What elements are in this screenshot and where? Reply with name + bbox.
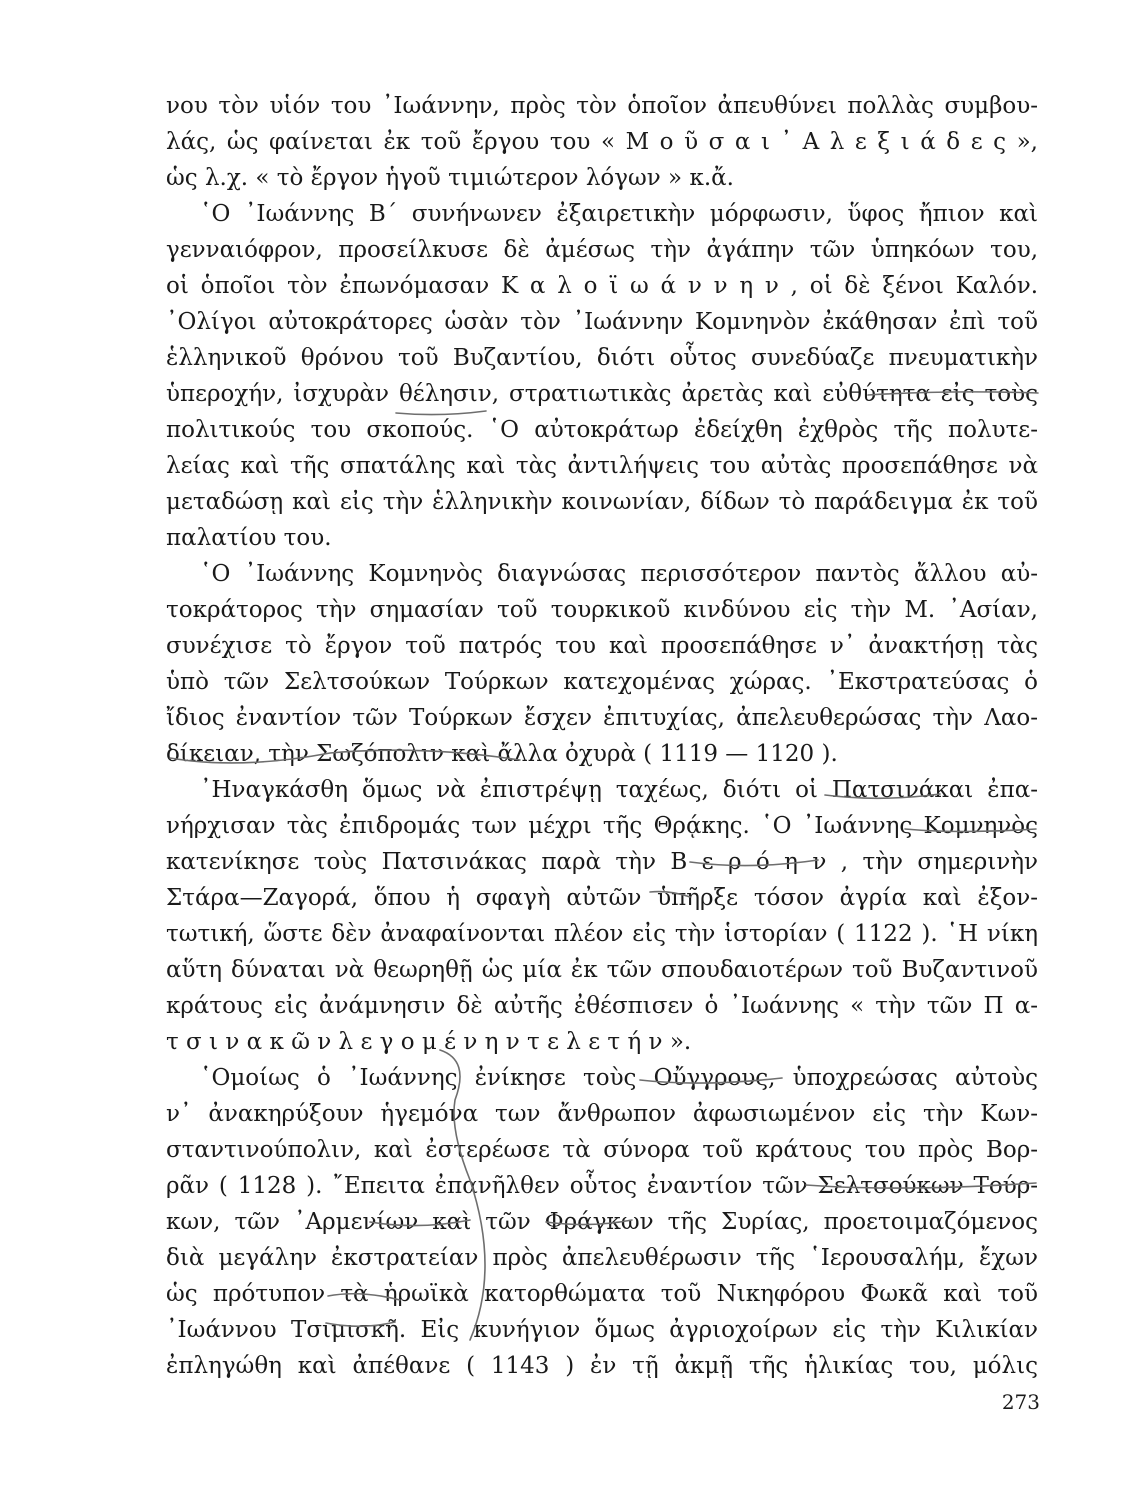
text-line: ᾿Ολίγοι αὐτοκράτορες ὡσὰν τὸν ᾿Ιωάννην Κομνηνὸν ἐκάθησαν ἐπὶ τοῦ [166,309,1038,335]
text-line: δίκειαν, τὴν Σωζόπολιν καὶ ἄλλα ὀχυρὰ ( 1119 — 1120 ). [166,741,838,767]
text-line: πολιτικούς του σκοπούς. ῾Ο αὐτοκράτωρ ἐδείχθη ἐχθρὸς τῆς πολυτε- [166,417,1038,443]
text-line: διὰ μεγάλην ἐκστρατείαν πρὸς ἀπελευθέρωσιν τῆς ῾Ιερουσαλήμ, ἔχων [166,1245,1038,1271]
text-line: ὡς πρότυπον τὰ ἡρωϊκὰ κατορθώματα τοῦ Νικηφόρου Φωκᾶ καὶ τοῦ [166,1281,1038,1307]
text-line: ν᾿ ἀνακηρύξουν ἡγεμόνα των ἄνθρωπον ἀφωσιωμένον εἰς τὴν Κων- [166,1101,1038,1127]
text-line: ῾Ομοίως ὁ ᾿Ιωάννης ἐνίκησε τοὺς Οὔγγρους, ὑποχρεώσας αὐτοὺς [200,1065,1038,1091]
text-line: νου τὸν υἱόν του ᾿Ιωάννην, πρὸς τὸν ὁποῖον ἀπευθύνει πολλὰς συμβου- [166,93,1038,119]
text-line: ἴδιος ἐναντίον τῶν Τούρκων ἔσχεν ἐπιτυχίας, ἀπελευθερώσας τὴν Λαο- [166,705,1038,731]
text-line: κων, τῶν ᾿Αρμενίων καὶ τῶν Φράγκων τῆς Συρίας, προετοιμαζόμενος [166,1209,1038,1235]
text-line: παλατίου του. [166,525,332,551]
text-line: ᾿Ηναγκάσθη ὅμως νὰ ἐπιστρέψῃ ταχέως, διότι οἱ Πατσινάκαι ἐπα- [200,777,1038,803]
text-line: Στάρα—Ζαγορά, ὅπου ἡ σφαγὴ αὐτῶν ὑπῆρξε τόσον ἀγρία καὶ ἐξον- [166,885,1038,911]
text-line: κράτους εἰς ἀνάμνησιν δὲ αὐτῆς ἐθέσπισεν ὁ ᾿Ιωάννης « τὴν τῶν Π α- [166,993,1038,1019]
text-line: αὕτη δύναται νὰ θεωρηθῇ ὡς μία ἐκ τῶν σπουδαιοτέρων τοῦ Βυζαντινοῦ [166,957,1038,983]
text-line: συνέχισε τὸ ἔργον τοῦ πατρός του καὶ προσεπάθησε ν᾿ ἀνακτήσῃ τὰς [166,633,1038,659]
text-line: ρᾶν ( 1128 ). ῎Επειτα ἐπανῆλθεν οὗτος ἐναντίον τῶν Σελτσούκων Τούρ- [166,1173,1038,1199]
text-line: γενναιόφρον, προσείλκυσε δὲ ἀμέσως τὴν ἀγάπην τῶν ὑπηκόων του, [166,237,1038,263]
text-line: τωτική, ὥστε δὲν ἀναφαίνονται πλέον εἰς τὴν ἱστορίαν ( 1122 ). ῾Η νίκη [166,921,1038,947]
text-line: ῾Ο ᾿Ιωάννης Κομνηνὸς διαγνώσας περισσότερον παντὸς ἄλλου αὐ- [200,561,1038,587]
text-line: ὡς λ.χ. « τὸ ἔργον ἡγοῦ τιμιώτερον λόγων » κ.ἄ. [166,165,734,191]
page-number: 273 [1001,1390,1040,1414]
text-line: σταντινούπολιν, καὶ ἐστερέωσε τὰ σύνορα τοῦ κράτους του πρὸς Βορ- [166,1137,1038,1163]
text-line: νήρχισαν τὰς ἐπιδρομάς των μέχρι τῆς Θρᾴκης. ῾Ο ᾿Ιωάννης Κομνηνὸς [166,813,1038,839]
text-line: ῾Ο ᾿Ιωάννης Β΄ συνήνωνεν ἐξαιρετικὴν μόρφωσιν, ὕφος ἤπιον καὶ [200,201,1038,227]
text-line: τ σ ι ν α κ ῶ ν λ ε γ ο μ έ ν η ν τ ε λ ε τ ή ν ». [166,1029,692,1055]
text-line: ὑπὸ τῶν Σελτσούκων Τούρκων κατεχομένας χώρας. ᾿Εκστρατεύσας ὁ [166,669,1038,695]
text-line: ἐπληγώθη καὶ ἀπέθανε ( 1143 ) ἐν τῇ ἀκμῇ τῆς ἡλικίας του, μόλις [166,1353,1038,1379]
text-line: τοκράτορος τὴν σημασίαν τοῦ τουρκικοῦ κινδύνου εἰς τὴν Μ. ᾿Ασίαν, [166,597,1038,623]
text-line: ἑλληνικοῦ θρόνου τοῦ Βυζαντίου, διότι οὗτος συνεδύαζε πνευματικὴν [166,345,1038,371]
text-line: κατενίκησε τοὺς Πατσινάκας παρὰ τὴν Β ε ρ ό η ν , τὴν σημερινὴν [166,849,1038,875]
text-line: μεταδώσῃ καὶ εἰς τὴν ἑλληνικὴν κοινωνίαν, δίδων τὸ παράδειγμα ἐκ τοῦ [166,489,1038,515]
text-line: λείας καὶ τῆς σπατάλης καὶ τὰς ἀντιλήψεις του αὐτὰς προσεπάθησε νὰ [166,453,1038,479]
body-text [166,88,1038,1384]
text-line: ᾿Ιωάννου Τσιμισκῆ. Εἰς κυνήγιον ὅμως ἀγριοχοίρων εἰς τὴν Κιλικίαν [166,1317,1038,1343]
text-line: οἱ ὁποῖοι τὸν ἐπωνόμασαν Κ α λ ο ϊ ω ά ν ν η ν , οἱ δὲ ξένοι Καλόν. [166,273,1038,299]
text-line: λάς, ὡς φαίνεται ἐκ τοῦ ἔργου του « Μ ο ῦ σ α ι ᾿ Α λ ε ξ ι ά δ ε ς », [166,129,1038,155]
text-line: ὑπεροχήν, ἰσχυρὰν θέλησιν, στρατιωτικὰς ἀρετὰς καὶ εὐθύτητα εἰς τοὺς [166,381,1038,407]
